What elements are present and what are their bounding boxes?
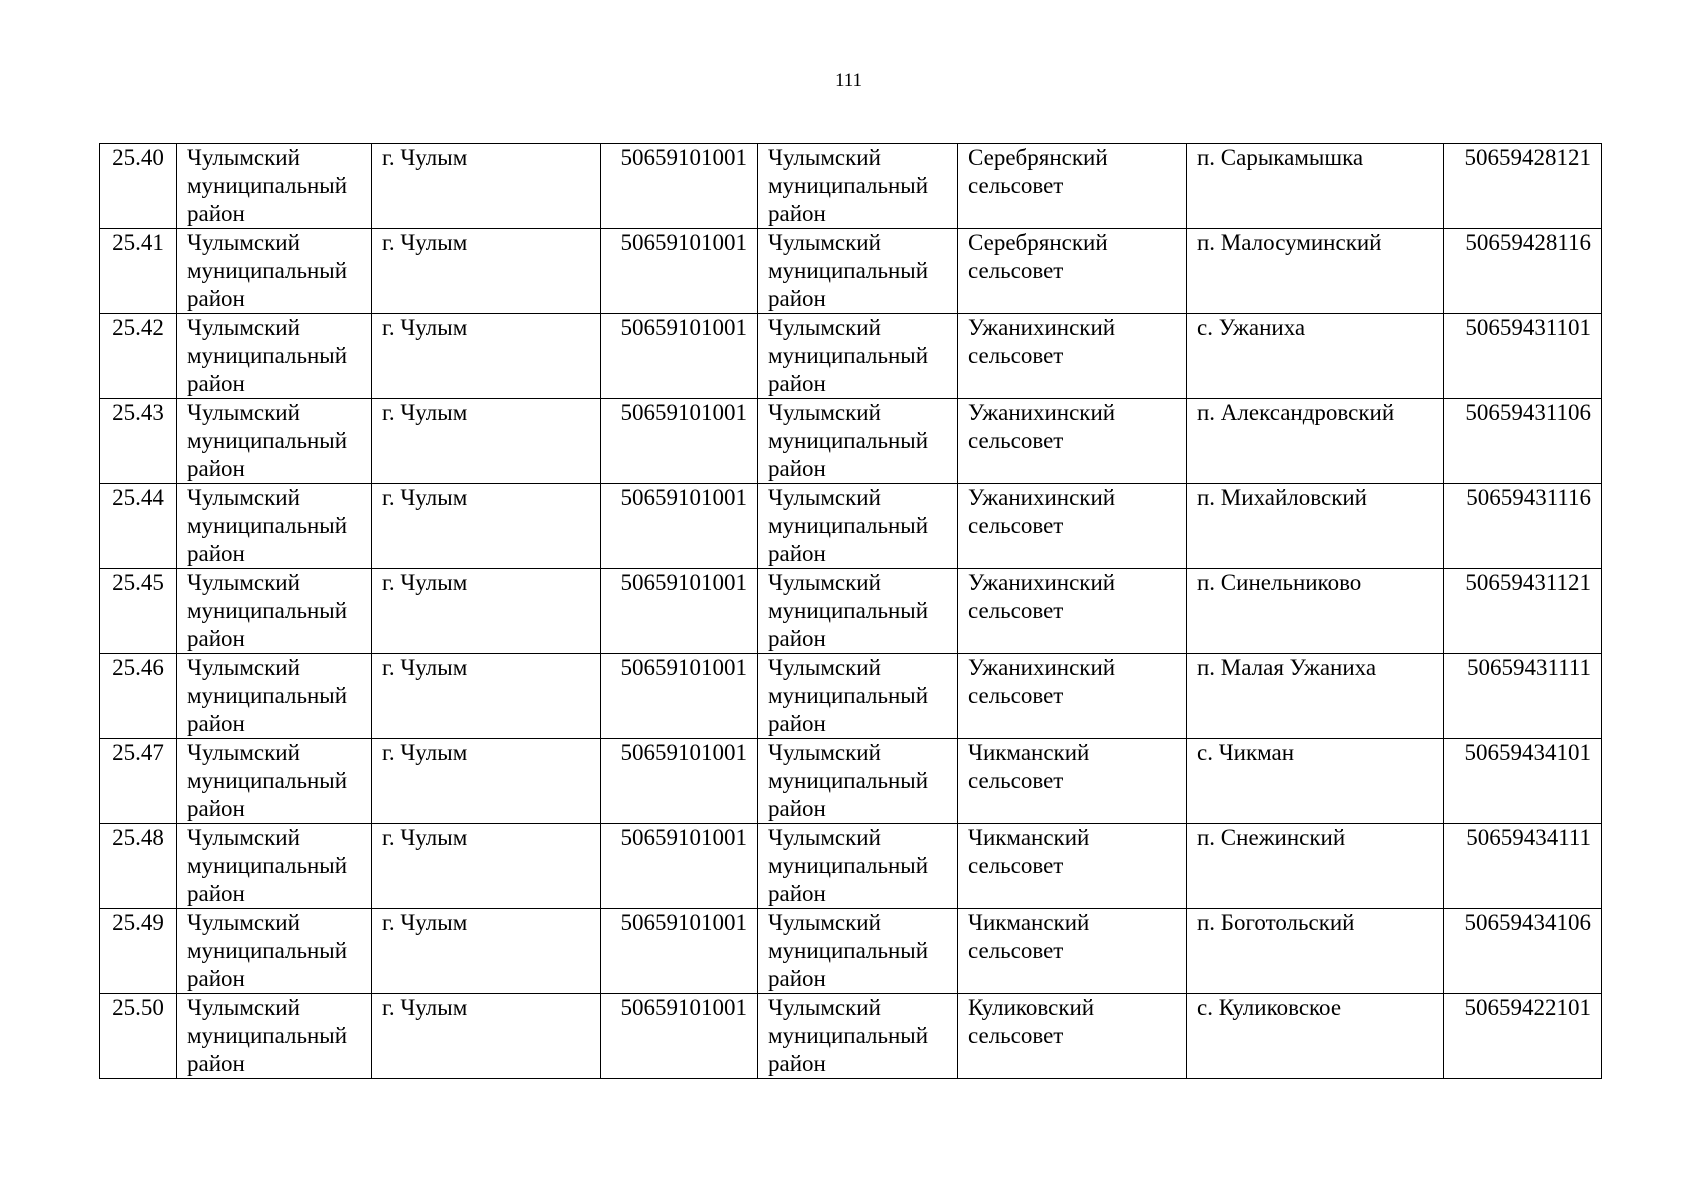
admin-center-cell: г. Чулым [372, 399, 601, 484]
table-row [100, 399, 1602, 484]
table-row [100, 569, 1602, 654]
page-number: 111 [834, 70, 863, 91]
council-cell: Ужанихинский сельсовет [958, 399, 1187, 484]
admin-center-code-cell: 50659101001 [601, 654, 758, 739]
admin-center-cell: г. Чулым [372, 484, 601, 569]
district-cell: Чулымский муниципальный район [758, 739, 958, 824]
district-cell: Чулымский муниципальный район [177, 569, 372, 654]
settlement-cell: п. Малая Ужаниха [1187, 654, 1444, 739]
council-cell: Чикманский сельсовет [958, 909, 1187, 994]
settlement-code-cell: 50659431101 [1444, 314, 1602, 399]
district-cell: Чулымский муниципальный район [758, 229, 958, 314]
district-cell: Чулымский муниципальный район [758, 654, 958, 739]
row-number-cell: 25.42 [100, 314, 177, 399]
district-cell: Чулымский муниципальный район [758, 314, 958, 399]
settlement-code-cell: 50659434106 [1444, 909, 1602, 994]
admin-center-cell: г. Чулым [372, 144, 601, 229]
district-cell: Чулымский муниципальный район [758, 399, 958, 484]
settlement-cell: п. Михайловский [1187, 484, 1444, 569]
admin-center-cell: г. Чулым [372, 569, 601, 654]
district-cell: Чулымский муниципальный район [177, 314, 372, 399]
settlement-code-cell: 50659428116 [1444, 229, 1602, 314]
table-body [100, 144, 1602, 1079]
row-number-cell: 25.40 [100, 144, 177, 229]
admin-center-cell: г. Чулым [372, 739, 601, 824]
table-row [100, 654, 1602, 739]
settlements-table [99, 143, 1602, 1079]
table-row [100, 484, 1602, 569]
admin-center-cell: г. Чулым [372, 229, 601, 314]
council-cell: Куликовский сельсовет [958, 994, 1187, 1079]
admin-center-code-cell: 50659101001 [601, 144, 758, 229]
council-cell: Ужанихинский сельсовет [958, 314, 1187, 399]
table-row [100, 314, 1602, 399]
admin-center-code-cell: 50659101001 [601, 994, 758, 1079]
district-cell: Чулымский муниципальный район [758, 144, 958, 229]
table-row [100, 994, 1602, 1079]
admin-center-cell: г. Чулым [372, 909, 601, 994]
settlement-code-cell: 50659431116 [1444, 484, 1602, 569]
council-cell: Ужанихинский сельсовет [958, 484, 1187, 569]
district-cell: Чулымский муниципальный район [177, 994, 372, 1079]
district-cell: Чулымский муниципальный район [177, 909, 372, 994]
settlement-code-cell: 50659431121 [1444, 569, 1602, 654]
district-cell: Чулымский муниципальный район [177, 229, 372, 314]
admin-center-code-cell: 50659101001 [601, 484, 758, 569]
district-cell: Чулымский муниципальный район [758, 909, 958, 994]
district-cell: Чулымский муниципальный район [177, 399, 372, 484]
settlement-cell: п. Снежинский [1187, 824, 1444, 909]
settlement-cell: п. Синельниково [1187, 569, 1444, 654]
council-cell: Серебрянский сельсовет [958, 144, 1187, 229]
admin-center-cell: г. Чулым [372, 824, 601, 909]
district-cell: Чулымский муниципальный район [758, 994, 958, 1079]
settlement-code-cell: 50659428121 [1444, 144, 1602, 229]
admin-center-code-cell: 50659101001 [601, 569, 758, 654]
table-row [100, 909, 1602, 994]
settlement-cell: с. Куликовское [1187, 994, 1444, 1079]
row-number-cell: 25.49 [100, 909, 177, 994]
admin-center-code-cell: 50659101001 [601, 399, 758, 484]
district-cell: Чулымский муниципальный район [177, 824, 372, 909]
settlement-cell: п. Александровский [1187, 399, 1444, 484]
settlement-code-cell: 50659434111 [1444, 824, 1602, 909]
row-number-cell: 25.46 [100, 654, 177, 739]
settlement-code-cell: 50659431111 [1444, 654, 1602, 739]
settlement-code-cell: 50659431106 [1444, 399, 1602, 484]
council-cell: Чикманский сельсовет [958, 824, 1187, 909]
admin-center-cell: г. Чулым [372, 994, 601, 1079]
row-number-cell: 25.45 [100, 569, 177, 654]
row-number-cell: 25.48 [100, 824, 177, 909]
district-cell: Чулымский муниципальный район [177, 144, 372, 229]
settlement-code-cell: 50659422101 [1444, 994, 1602, 1079]
row-number-cell: 25.44 [100, 484, 177, 569]
row-number-cell: 25.43 [100, 399, 177, 484]
row-number-cell: 25.41 [100, 229, 177, 314]
settlement-cell: п. Малосуминский [1187, 229, 1444, 314]
row-number-cell: 25.47 [100, 739, 177, 824]
admin-center-cell: г. Чулым [372, 654, 601, 739]
admin-center-code-cell: 50659101001 [601, 909, 758, 994]
settlement-cell: п. Боготольский [1187, 909, 1444, 994]
district-cell: Чулымский муниципальный район [758, 569, 958, 654]
admin-center-code-cell: 50659101001 [601, 229, 758, 314]
admin-center-code-cell: 50659101001 [601, 824, 758, 909]
admin-center-code-cell: 50659101001 [601, 739, 758, 824]
council-cell: Ужанихинский сельсовет [958, 654, 1187, 739]
row-number-cell: 25.50 [100, 994, 177, 1079]
district-cell: Чулымский муниципальный район [177, 484, 372, 569]
district-cell: Чулымский муниципальный район [758, 484, 958, 569]
settlement-cell: с. Ужаниха [1187, 314, 1444, 399]
council-cell: Серебрянский сельсовет [958, 229, 1187, 314]
district-cell: Чулымский муниципальный район [177, 739, 372, 824]
settlement-cell: с. Чикман [1187, 739, 1444, 824]
settlement-code-cell: 50659434101 [1444, 739, 1602, 824]
table-row [100, 144, 1602, 229]
admin-center-code-cell: 50659101001 [601, 314, 758, 399]
settlement-cell: п. Сарыкамышка [1187, 144, 1444, 229]
table-row [100, 739, 1602, 824]
council-cell: Чикманский сельсовет [958, 739, 1187, 824]
district-cell: Чулымский муниципальный район [758, 824, 958, 909]
table-row [100, 824, 1602, 909]
district-cell: Чулымский муниципальный район [177, 654, 372, 739]
council-cell: Ужанихинский сельсовет [958, 569, 1187, 654]
table-row [100, 229, 1602, 314]
admin-center-cell: г. Чулым [372, 314, 601, 399]
